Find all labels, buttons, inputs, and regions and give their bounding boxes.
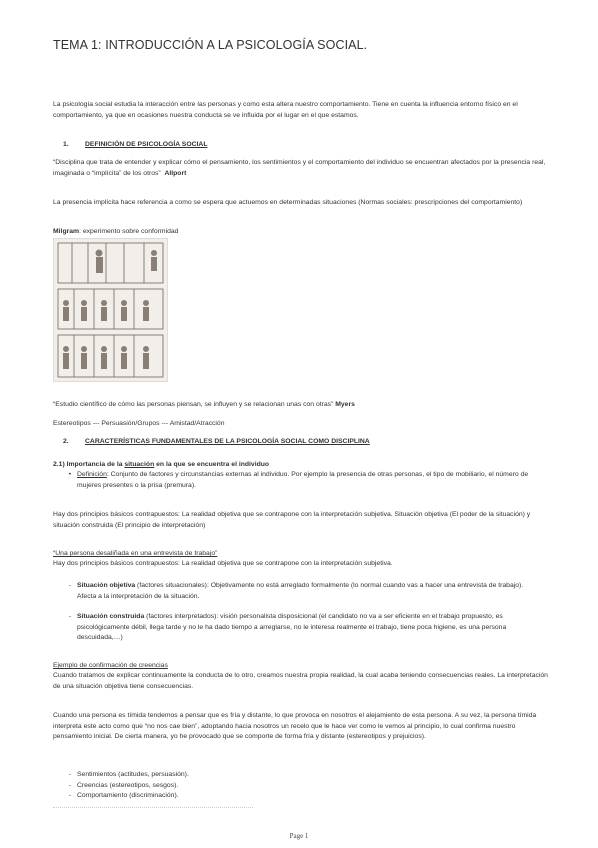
milgram-text: : experimento sobre conformidad	[79, 228, 179, 235]
shy-person-paragraph: Cuando una persona es tímida tendemos a pensar que es fría y distante, lo que provoca en nosotros el alejamiento de esta persona. A su vez, la persona tímida interpreta este acto como que “no nos cae bien”, adoptando hacia nosotros un recelo que le hace ver como le vemos al principio, lo cual confirma nuestro pensamiento inicial. De cierta manera, yo he provocado que se comporte de forma fría y distante (estereotipos y prejuicios).	[53, 712, 537, 740]
myers-quote	[53, 400, 548, 411]
subsection-2-1-suffix: en la que se encuentra el individuo	[154, 461, 270, 468]
list-item-text: Creencias (estereotipos, sesgos).	[77, 781, 179, 789]
list-item-text: Comportamiento (discriminación).	[77, 792, 179, 799]
topics-chain: Estereotipos --- Persuasión/Grupos --- Amistad/Atracción	[53, 420, 225, 427]
allport-quote-text: “Disciplina que trata de entender y explicar cómo el pensamiento, los sentimientos y el comportamiento del individuo se encuentran afectados por la presencia real, imaginada o “implícita” de los otros”	[53, 159, 546, 177]
definition-bullet	[63, 470, 543, 491]
objective-situation-text: (factores situacionales): Objetivamente no está arreglado formalmente (lo normal cuando vas a hacer una entrevista de trabajo). Afecta a la interpretación de la situación.	[77, 582, 524, 600]
constructed-situation-label: Situación construida	[77, 613, 145, 620]
list-item	[63, 781, 543, 792]
intro-paragraph: La psicología social estudia la interacción entre las personas y como esta altera nuestro comportamiento. Tiene en cuenta la influencia entorno físico en el comportamiento, ya que en ocasiones nuestra conducta se ve influida por el lugar en el que estamos.	[53, 101, 518, 119]
list-item-text: Sentimientos (actitudes, persuasión).	[77, 771, 189, 778]
myers-quote-text: “Estudio científico de cómo las personas piensan, se influyen y se relacionan unas con otras”	[53, 401, 334, 408]
definition-text: : Conjunto de factores y circunstancias externas al individuo. Por ejemplo la presencia de otras personas, el tipo de mobiliario, el número de mujeres presentes o la prisa (premura).	[77, 471, 529, 489]
subsection-2-1-title	[53, 460, 548, 471]
dash-marker: -	[68, 613, 72, 620]
dash-marker: -	[68, 781, 72, 789]
constructed-situation-text: (factores interpretados): visión personalista disposicional (el candidato no va a ser eficiente en el trabajo propuesto, es psicológicamente débil, llega tarde y no le ha dado tiempo a arreglarse, no le interesa realmente el trabajo, tiene poca higiene, es una persona descuidada,…)	[77, 613, 507, 641]
dash-marker: -	[68, 771, 72, 778]
interview-example-title: “Una persona desaliñada en una entrevista de trabajo”	[53, 550, 218, 557]
section-2-heading	[53, 437, 548, 448]
milgram-sketch	[54, 239, 167, 381]
page-number: Page 1	[289, 832, 309, 840]
constructed-situation-item	[63, 612, 543, 644]
allport-author: Allport	[164, 169, 187, 177]
definition-label: Definición	[77, 471, 107, 478]
page-title: TEMA 1: INTRODUCCIÓN A LA PSICOLOGÍA SOCIAL.	[53, 38, 368, 52]
section-2-title: CARACTERÍSTICAS FUNDAMENTALES DE LA PSICOLOGÍA SOCIAL COMO DISCIPLINA	[85, 438, 370, 445]
milgram-label: Milgram	[53, 228, 80, 235]
principles-paragraph-2: Hay dos principios básicos contrapuestos: La realidad objetiva que se contrapone con la interpretación subjetiva.	[53, 560, 393, 567]
section-1-heading	[53, 140, 548, 151]
beliefs-example-title: Ejemplo de confirmación de creencias	[53, 662, 168, 669]
bullet-marker: •	[68, 471, 72, 478]
milgram-line	[53, 227, 548, 238]
dash-marker: -	[68, 792, 72, 799]
list-item	[63, 770, 543, 781]
beliefs-example-text: Cuando tratamos de explicar continuamente la conducta de lo otro, creamos nuestra propia realidad, la cual acaba teniendo consecuencias reales. La interpretación de una situación objetiva tiene consecuencias.	[53, 672, 548, 690]
section-2-number: 2.	[63, 438, 69, 445]
components-list	[63, 770, 543, 802]
objective-situation-label: Situación objetiva	[77, 582, 136, 589]
milgram-experiment-illustration	[53, 238, 168, 382]
allport-quote	[53, 158, 548, 179]
objective-situation-item	[63, 581, 543, 602]
section-1-title: DEFINICIÓN DE PSICOLOGÍA SOCIAL	[85, 141, 208, 148]
subsection-2-1-keyword: situación	[124, 461, 155, 468]
cut-off-line	[53, 807, 253, 811]
list-item	[63, 791, 543, 802]
dash-marker: -	[68, 582, 72, 589]
section-1-number: 1.	[63, 141, 69, 148]
myers-author: Myers	[335, 401, 355, 408]
implicit-presence-paragraph: La presencia implícita hace referencia a como se espera que actuemos en determinadas situaciones (Normas sociales: prescripciones del comportamiento)	[53, 199, 523, 206]
principles-paragraph-1: Hay dos principios básicos contrapuestos: La realidad objetiva que se contrapone con la interpretación subjetiva. Situación objetiva (El poder de la situación) y situación construida (El principio de interpretación)	[53, 511, 531, 529]
subsection-2-1-prefix: 2.1) Importancia de la	[53, 461, 125, 468]
